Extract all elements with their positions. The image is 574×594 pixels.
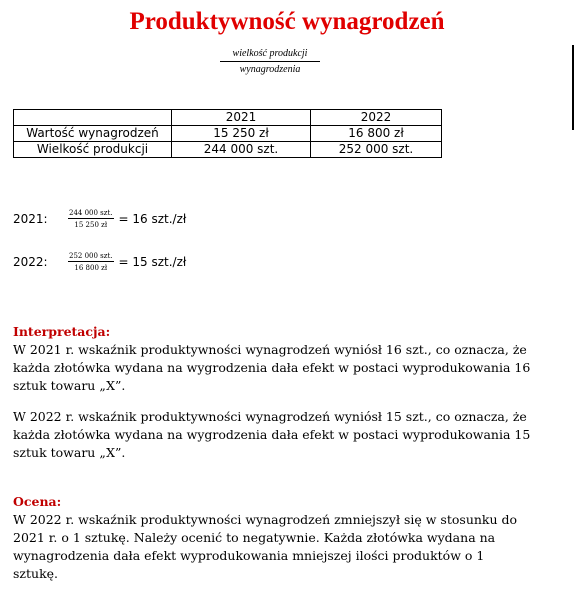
table-row	[14, 126, 442, 142]
formula-numerator: wielkość produkcji	[220, 48, 320, 62]
calculation-numerator: 252 000 szt.	[69, 252, 113, 260]
table-cell: Wartość wynagrodzeń	[14, 126, 172, 142]
formula	[220, 48, 320, 76]
calculation-denominator: 16 800 zł	[74, 264, 108, 272]
calculation-year: 2021:	[13, 212, 48, 226]
calculation-fraction	[68, 209, 114, 229]
calculation-result: = 16 szt./zł	[118, 212, 187, 226]
assessment-paragraph: W 2022 r. wskaźnik produktywności wynagrodzeń zmniejszył się w stosunku do 2021 r. o 1 sztukę. Należy ocenić to negatywnie. Każda złotówka wydana na wynagrodzenia dała efekt wyprodukowania mniejszej ilości produktów o 1 sztukę.	[13, 512, 518, 581]
table-cell: 16 800 zł	[311, 126, 442, 142]
calculation-numerator: 244 000 szt.	[69, 209, 113, 217]
calculation-fraction	[68, 252, 114, 272]
table-header-row	[14, 110, 442, 126]
table-header-cell: 2022	[311, 110, 442, 126]
assessment-heading: Ocena:	[13, 494, 62, 509]
table-cell: 15 250 zł	[172, 126, 311, 142]
interpretation-heading: Interpretacja:	[13, 324, 111, 339]
table-header-cell	[14, 110, 172, 126]
interpretation-paragraph: W 2021 r. wskaźnik produktywności wynagrodzeń wyniósł 16 szt., co oznacza, że każda złotówka wydana na wygrodzenia dała efekt w postaci wyprodukowania 16 sztuk towaru „X”.	[13, 342, 531, 393]
table-cell: Wielkość produkcji	[14, 142, 172, 158]
table-cell: 252 000 szt.	[311, 142, 442, 158]
interpretation-paragraph: W 2022 r. wskaźnik produktywności wynagrodzeń wyniósł 15 szt., co oznacza, że każda złotówka wydana na wygrodzenia dała efekt w postaci wyprodukowania 15 sztuk towaru „X”.	[13, 409, 531, 460]
table-header-cell: 2021	[172, 110, 311, 126]
calculation-2022	[13, 252, 186, 272]
calculation-result: = 15 szt./zł	[118, 255, 187, 269]
page-title: Produktywność wynagrodzeń	[129, 8, 445, 35]
calculation-2021	[13, 209, 186, 229]
table-cell: 244 000 szt.	[172, 142, 311, 158]
formula-denominator: wynagrodzenia	[239, 64, 301, 75]
calculation-denominator: 15 250 zł	[74, 221, 108, 229]
data-table	[13, 109, 442, 158]
calculation-year: 2022:	[13, 255, 48, 269]
table-row	[14, 142, 442, 158]
